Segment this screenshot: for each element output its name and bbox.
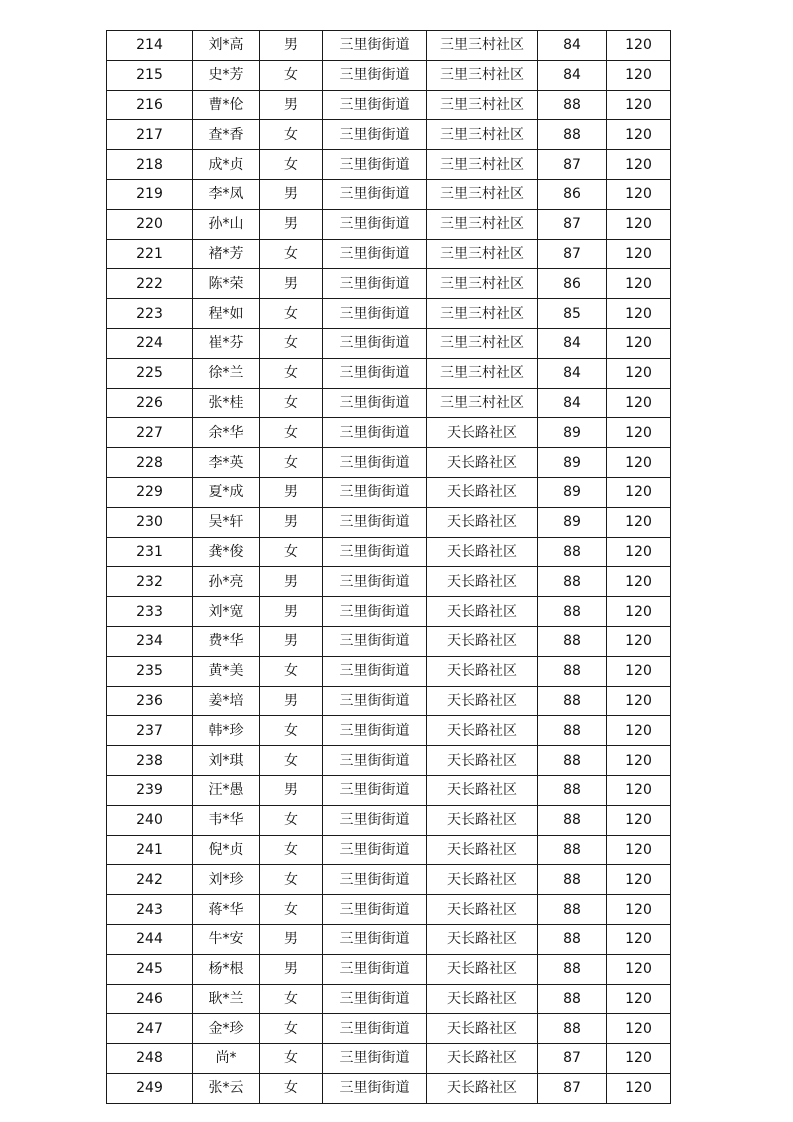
street-cell: 三里街街道 [323,984,427,1014]
name-cell: 史*芳 [193,60,260,90]
name-cell: 蒋*华 [193,895,260,925]
street-cell: 三里街街道 [323,567,427,597]
street-cell: 三里街街道 [323,835,427,865]
name-cell: 杨*根 [193,954,260,984]
community-cell: 天长路社区 [427,626,538,656]
street-cell: 三里街街道 [323,626,427,656]
community-cell: 天长路社区 [427,656,538,686]
score-cell: 84 [538,328,607,358]
row-number-cell: 219 [107,179,193,209]
score-cell: 84 [538,60,607,90]
table-row [107,895,671,925]
score-cell: 88 [538,120,607,150]
total-cell: 120 [607,328,671,358]
street-cell: 三里街街道 [323,418,427,448]
row-number-cell: 216 [107,90,193,120]
gender-cell: 女 [260,537,323,567]
table-row [107,388,671,418]
table-row [107,597,671,627]
total-cell: 120 [607,90,671,120]
street-cell: 三里街街道 [323,805,427,835]
total-cell: 120 [607,1044,671,1074]
score-cell: 89 [538,477,607,507]
street-cell: 三里街街道 [323,388,427,418]
score-cell: 87 [538,209,607,239]
total-cell: 120 [607,31,671,61]
table-row [107,179,671,209]
total-cell: 120 [607,686,671,716]
score-cell: 88 [538,924,607,954]
score-cell: 88 [538,895,607,925]
score-cell: 88 [538,984,607,1014]
score-cell: 87 [538,239,607,269]
street-cell: 三里街街道 [323,150,427,180]
name-cell: 孙*山 [193,209,260,239]
total-cell: 120 [607,120,671,150]
community-cell: 三里三村社区 [427,269,538,299]
row-number-cell: 244 [107,924,193,954]
total-cell: 120 [607,239,671,269]
score-cell: 88 [538,746,607,776]
gender-cell: 男 [260,597,323,627]
name-cell: 费*华 [193,626,260,656]
row-number-cell: 214 [107,31,193,61]
gender-cell: 女 [260,418,323,448]
gender-cell: 女 [260,746,323,776]
name-cell: 张*桂 [193,388,260,418]
name-cell: 曹*伦 [193,90,260,120]
gender-cell: 女 [260,60,323,90]
total-cell: 120 [607,1073,671,1103]
gender-cell: 女 [260,865,323,895]
table-row [107,716,671,746]
table-row [107,448,671,478]
table-row [107,537,671,567]
row-number-cell: 222 [107,269,193,299]
community-cell: 三里三村社区 [427,239,538,269]
name-cell: 孙*亮 [193,567,260,597]
street-cell: 三里街街道 [323,686,427,716]
street-cell: 三里街街道 [323,60,427,90]
table-row [107,656,671,686]
total-cell: 120 [607,477,671,507]
table-row [107,507,671,537]
gender-cell: 女 [260,895,323,925]
row-number-cell: 239 [107,775,193,805]
total-cell: 120 [607,269,671,299]
table-row [107,835,671,865]
gender-cell: 男 [260,477,323,507]
street-cell: 三里街街道 [323,1073,427,1103]
total-cell: 120 [607,209,671,239]
community-cell: 天长路社区 [427,984,538,1014]
score-cell: 89 [538,448,607,478]
community-cell: 天长路社区 [427,507,538,537]
row-number-cell: 247 [107,1014,193,1044]
gender-cell: 女 [260,150,323,180]
score-cell: 88 [538,865,607,895]
street-cell: 三里街街道 [323,239,427,269]
name-cell: 崔*芬 [193,328,260,358]
row-number-cell: 224 [107,328,193,358]
table-row [107,775,671,805]
gender-cell: 女 [260,1044,323,1074]
community-cell: 天长路社区 [427,746,538,776]
score-cell: 88 [538,775,607,805]
street-cell: 三里街街道 [323,358,427,388]
score-cell: 88 [538,597,607,627]
row-number-cell: 225 [107,358,193,388]
street-cell: 三里街街道 [323,537,427,567]
street-cell: 三里街街道 [323,746,427,776]
row-number-cell: 245 [107,954,193,984]
row-number-cell: 237 [107,716,193,746]
community-cell: 三里三村社区 [427,328,538,358]
row-number-cell: 218 [107,150,193,180]
community-cell: 天长路社区 [427,477,538,507]
row-number-cell: 217 [107,120,193,150]
total-cell: 120 [607,299,671,329]
name-cell: 夏*成 [193,477,260,507]
row-number-cell: 243 [107,895,193,925]
community-cell: 天长路社区 [427,865,538,895]
street-cell: 三里街街道 [323,924,427,954]
score-cell: 88 [538,805,607,835]
table-row [107,477,671,507]
community-cell: 天长路社区 [427,835,538,865]
name-cell: 耿*兰 [193,984,260,1014]
table-row [107,299,671,329]
table-row [107,567,671,597]
row-number-cell: 248 [107,1044,193,1074]
street-cell: 三里街街道 [323,179,427,209]
name-cell: 程*如 [193,299,260,329]
gender-cell: 女 [260,120,323,150]
total-cell: 120 [607,1014,671,1044]
street-cell: 三里街街道 [323,507,427,537]
street-cell: 三里街街道 [323,1044,427,1074]
gender-cell: 男 [260,90,323,120]
row-number-cell: 227 [107,418,193,448]
community-cell: 天长路社区 [427,567,538,597]
row-number-cell: 231 [107,537,193,567]
street-cell: 三里街街道 [323,656,427,686]
name-cell: 余*华 [193,418,260,448]
score-cell: 88 [538,626,607,656]
name-cell: 刘*琪 [193,746,260,776]
score-cell: 88 [538,656,607,686]
street-cell: 三里街街道 [323,328,427,358]
table-row [107,954,671,984]
total-cell: 120 [607,805,671,835]
total-cell: 120 [607,567,671,597]
community-cell: 天长路社区 [427,448,538,478]
street-cell: 三里街街道 [323,597,427,627]
score-cell: 89 [538,418,607,448]
community-cell: 天长路社区 [427,597,538,627]
table-row [107,328,671,358]
total-cell: 120 [607,60,671,90]
total-cell: 120 [607,150,671,180]
gender-cell: 男 [260,31,323,61]
community-cell: 三里三村社区 [427,60,538,90]
street-cell: 三里街街道 [323,1014,427,1044]
total-cell: 120 [607,895,671,925]
community-cell: 三里三村社区 [427,209,538,239]
total-cell: 120 [607,418,671,448]
table-row [107,1073,671,1103]
gender-cell: 女 [260,328,323,358]
score-cell: 88 [538,90,607,120]
name-cell: 倪*贞 [193,835,260,865]
community-cell: 三里三村社区 [427,358,538,388]
table-row [107,150,671,180]
name-cell: 刘*高 [193,31,260,61]
community-cell: 天长路社区 [427,1044,538,1074]
community-cell: 天长路社区 [427,805,538,835]
total-cell: 120 [607,597,671,627]
name-cell: 褚*芳 [193,239,260,269]
table-row [107,1014,671,1044]
score-cell: 84 [538,388,607,418]
total-cell: 120 [607,865,671,895]
row-number-cell: 233 [107,597,193,627]
total-cell: 120 [607,448,671,478]
score-cell: 88 [538,1014,607,1044]
score-cell: 88 [538,835,607,865]
gender-cell: 男 [260,209,323,239]
community-cell: 三里三村社区 [427,90,538,120]
street-cell: 三里街街道 [323,775,427,805]
name-cell: 黄*美 [193,656,260,686]
name-cell: 韦*华 [193,805,260,835]
row-number-cell: 226 [107,388,193,418]
table-row [107,239,671,269]
row-number-cell: 234 [107,626,193,656]
gender-cell: 男 [260,269,323,299]
table-row [107,358,671,388]
community-cell: 天长路社区 [427,954,538,984]
street-cell: 三里街街道 [323,209,427,239]
community-cell: 三里三村社区 [427,120,538,150]
score-cell: 89 [538,507,607,537]
score-cell: 86 [538,179,607,209]
score-cell: 87 [538,1073,607,1103]
gender-cell: 男 [260,179,323,209]
table-row [107,1044,671,1074]
community-cell: 天长路社区 [427,686,538,716]
row-number-cell: 215 [107,60,193,90]
table-row [107,418,671,448]
row-number-cell: 228 [107,448,193,478]
gender-cell: 男 [260,626,323,656]
score-cell: 88 [538,716,607,746]
table-row [107,60,671,90]
name-cell: 刘*珍 [193,865,260,895]
name-cell: 牛*安 [193,924,260,954]
row-number-cell: 238 [107,746,193,776]
name-cell: 吴*轩 [193,507,260,537]
name-cell: 姜*培 [193,686,260,716]
name-cell: 李*凤 [193,179,260,209]
name-cell: 成*贞 [193,150,260,180]
row-number-cell: 240 [107,805,193,835]
street-cell: 三里街街道 [323,299,427,329]
total-cell: 120 [607,746,671,776]
score-cell: 87 [538,150,607,180]
table-row [107,984,671,1014]
street-cell: 三里街街道 [323,865,427,895]
gender-cell: 男 [260,507,323,537]
gender-cell: 男 [260,567,323,597]
total-cell: 120 [607,626,671,656]
score-cell: 88 [538,686,607,716]
community-cell: 三里三村社区 [427,179,538,209]
gender-cell: 女 [260,1014,323,1044]
community-cell: 天长路社区 [427,1014,538,1044]
gender-cell: 女 [260,299,323,329]
name-cell: 张*云 [193,1073,260,1103]
table-row [107,865,671,895]
gender-cell: 女 [260,239,323,269]
community-cell: 天长路社区 [427,537,538,567]
score-cell: 88 [538,954,607,984]
gender-cell: 女 [260,984,323,1014]
total-cell: 120 [607,537,671,567]
score-cell: 86 [538,269,607,299]
row-number-cell: 242 [107,865,193,895]
table-row [107,269,671,299]
score-cell: 88 [538,537,607,567]
street-cell: 三里街街道 [323,954,427,984]
table-row [107,626,671,656]
score-cell: 87 [538,1044,607,1074]
gender-cell: 男 [260,924,323,954]
total-cell: 120 [607,954,671,984]
name-cell: 陈*荣 [193,269,260,299]
total-cell: 120 [607,507,671,537]
street-cell: 三里街街道 [323,31,427,61]
roster-table-body [107,31,671,1104]
street-cell: 三里街街道 [323,448,427,478]
community-cell: 三里三村社区 [427,299,538,329]
score-cell: 88 [538,567,607,597]
row-number-cell: 220 [107,209,193,239]
street-cell: 三里街街道 [323,716,427,746]
street-cell: 三里街街道 [323,120,427,150]
name-cell: 尚* [193,1044,260,1074]
name-cell: 韩*珍 [193,716,260,746]
row-number-cell: 246 [107,984,193,1014]
gender-cell: 男 [260,686,323,716]
total-cell: 120 [607,984,671,1014]
gender-cell: 女 [260,716,323,746]
table-row [107,90,671,120]
table-row [107,209,671,239]
row-number-cell: 249 [107,1073,193,1103]
total-cell: 120 [607,775,671,805]
gender-cell: 男 [260,775,323,805]
name-cell: 金*珍 [193,1014,260,1044]
row-number-cell: 232 [107,567,193,597]
community-cell: 天长路社区 [427,895,538,925]
community-cell: 天长路社区 [427,716,538,746]
row-number-cell: 223 [107,299,193,329]
table-row [107,120,671,150]
community-cell: 三里三村社区 [427,388,538,418]
community-cell: 天长路社区 [427,418,538,448]
name-cell: 查*香 [193,120,260,150]
table-row [107,686,671,716]
score-cell: 84 [538,358,607,388]
gender-cell: 女 [260,1073,323,1103]
row-number-cell: 230 [107,507,193,537]
total-cell: 120 [607,358,671,388]
total-cell: 120 [607,179,671,209]
table-row [107,31,671,61]
community-cell: 三里三村社区 [427,31,538,61]
street-cell: 三里街街道 [323,269,427,299]
score-cell: 84 [538,31,607,61]
total-cell: 120 [607,835,671,865]
row-number-cell: 236 [107,686,193,716]
table-row [107,924,671,954]
name-cell: 龚*俊 [193,537,260,567]
score-cell: 85 [538,299,607,329]
row-number-cell: 229 [107,477,193,507]
roster-table [106,30,671,1104]
table-row [107,805,671,835]
name-cell: 汪*愚 [193,775,260,805]
total-cell: 120 [607,656,671,686]
gender-cell: 男 [260,954,323,984]
gender-cell: 女 [260,835,323,865]
table-row [107,746,671,776]
community-cell: 天长路社区 [427,924,538,954]
total-cell: 120 [607,716,671,746]
total-cell: 120 [607,388,671,418]
name-cell: 徐*兰 [193,358,260,388]
street-cell: 三里街街道 [323,477,427,507]
gender-cell: 女 [260,358,323,388]
name-cell: 刘*宽 [193,597,260,627]
community-cell: 天长路社区 [427,1073,538,1103]
gender-cell: 女 [260,656,323,686]
gender-cell: 女 [260,805,323,835]
community-cell: 三里三村社区 [427,150,538,180]
community-cell: 天长路社区 [427,775,538,805]
row-number-cell: 241 [107,835,193,865]
row-number-cell: 221 [107,239,193,269]
name-cell: 李*英 [193,448,260,478]
street-cell: 三里街街道 [323,895,427,925]
gender-cell: 女 [260,388,323,418]
street-cell: 三里街街道 [323,90,427,120]
row-number-cell: 235 [107,656,193,686]
gender-cell: 女 [260,448,323,478]
total-cell: 120 [607,924,671,954]
